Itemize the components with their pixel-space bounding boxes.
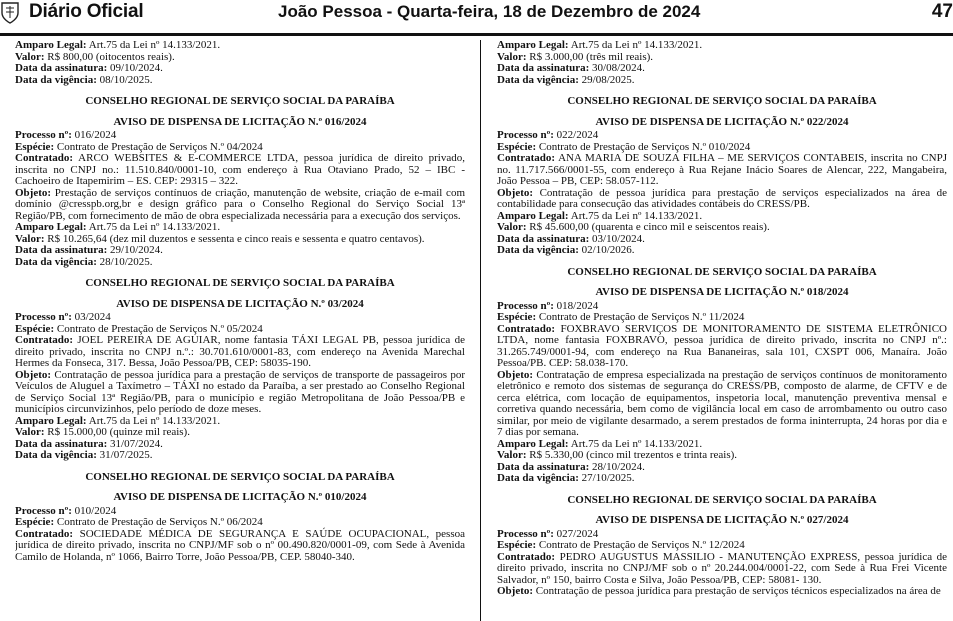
- field-valor: Valor: R$ 15.000,00 (quinze mil reais).: [15, 426, 190, 438]
- field-especie: Espécie: Contrato de Prestação de Serviços N.º 12/2024: [497, 539, 745, 551]
- field-contratado: Contratado: FOXBRAVO SERVIÇOS DE MONITORAMENTO DE SISTEMA ELETRÔNICO LTDA, nome fantasia FOXBRAVO, pessoa jurídica de direito privado, inscrita no CNPJ nº.: 31.265.749/0001-94, com endereço na Rua Bananeiras, sala 101, CXSPT 006, Manaíra. João Pessoa/PB. CEP: 58.038-170.: [497, 322, 947, 369]
- column-divider: [480, 40, 481, 621]
- page-number: 47: [931, 1, 953, 22]
- edition-date: João Pessoa - Quarta-feira, 18 de Dezembro de 2024: [278, 2, 701, 21]
- notice-title: AVISO DE DISPENSA DE LICITAÇÃO N.º 018/2024: [595, 286, 849, 298]
- field-vigencia: Data da vigência: 29/08/2025.: [497, 73, 635, 86]
- left-column: [15, 40, 465, 621]
- field-amparo: Amparo Legal: Art.75 da Lei nº 14.133/2021.: [497, 209, 703, 222]
- field-vigencia: Data da vigência: 27/10/2025.: [497, 472, 635, 484]
- field-vigencia: Data da vigência: 02/10/2026.: [497, 244, 635, 256]
- field-assinatura: Data da assinatura: 28/10/2024.: [497, 460, 645, 473]
- field-especie: Espécie: Contrato de Prestação de Serviços N.º 06/2024: [15, 516, 263, 528]
- field-assinatura: Data da assinatura: 31/07/2024.: [15, 437, 163, 450]
- council-heading: CONSELHO REGIONAL DE SERVIÇO SOCIAL DA PARAÍBA: [85, 277, 395, 289]
- field-contratado: Contratado: SOCIEDADE MÉDICA DE SEGURANÇA E SAÚDE OCUPACIONAL, pessoa jurídica de direito privado, inscrita no CNPJ/MF sob o nº 00.490.820/0001-09, com Sede à Avenida Camilo de Holanda, nº 1066, Bairro Torre, João Pessoa/PB, CEP. 58040-340.: [15, 527, 465, 563]
- field-vigencia: Data da vigência: 28/10/2025.: [15, 255, 153, 268]
- notice-title: AVISO DE DISPENSA DE LICITAÇÃO N.º 016/2024: [113, 115, 367, 128]
- field-objeto: Objeto: Contratação de empresa especializada na prestação de serviços contínuos de monitoramento eletrônico e remoto dos sistemas de segurança do CRESS/PB, composto de alarme, de CFTV e de cerca elétrica, com locação de equipamentos, inspetoria local, manutenção preventiva mensal e corretiva quando necessária, bem como de vigilância local em caso de arrombamento ou outro caso similar, por meio de vigilante desarmado, a serem prestados de forma ininterrupta, 24 horas por dia e 7 dias por semana.: [497, 368, 947, 438]
- field-processo: Processo nº: 03/2024: [15, 311, 111, 323]
- field-assinatura: Data da assinatura: 29/10/2024.: [15, 244, 163, 256]
- field-especie: Espécie: Contrato de Prestação de Serviços N.º 11/2024: [497, 311, 745, 323]
- field-valor: Valor: R$ 5.330,00 (cinco mil trezentos e trinta reais).: [497, 449, 738, 461]
- field-processo: Processo nº: 027/2024: [497, 527, 599, 540]
- council-heading: CONSELHO REGIONAL DE SERVIÇO SOCIAL DA PARAÍBA: [567, 493, 877, 506]
- field-objeto: Objeto: Contratação de pessoa jurídica para prestação de serviços especializados na área de contabilidade para consecução das atividades contábeis do CRESS/PB.: [497, 186, 947, 210]
- council-heading: CONSELHO REGIONAL DE SERVIÇO SOCIAL DA PARAÍBA: [567, 95, 877, 107]
- field-vigencia: Data da vigência: 08/10/2025.: [15, 73, 153, 86]
- field-contratado: Contratado: PEDRO AUGUSTUS MASSILIO - MANUTENÇÃO EXPRESS, pessoa jurídica de direito privado, inscrita no CNPJ/MF sob o nº 20.244.004/0001-22, com Sede à Rua Frei Vicente Salvador, nº 150, bairro Costa e Silva, João Pessoa/PB, CEP: 58081- 130.: [497, 550, 947, 586]
- field-contratado: Contratado: ANA MARIA DE SOUZA FILHA – ME SERVIÇOS CONTABEIS, inscrita no CNPJ no. 11.717.566/0001-55, com endereço à Rua Rejane Inácio Soares de Alencar, 222, Mangabeira, João Pessoa – PB, CEP: 58.057-112.: [497, 152, 947, 187]
- notice-title: AVISO DE DISPENSA DE LICITAÇÃO N.º 027/2024: [595, 514, 849, 526]
- right-column: [497, 40, 947, 621]
- field-valor: Valor: R$ 800,00 (oitocentos reais).: [15, 50, 175, 63]
- field-especie: Espécie: Contrato de Prestação de Serviços N.º 05/2024: [15, 322, 263, 335]
- newspaper-brand: Diário Oficial: [29, 1, 144, 22]
- field-contratado: Contratado: JOEL PEREIRA DE AGUIAR, nome fantasia TÁXI LEGAL PB, pessoa jurídica de direito privado, inscrita no CNPJ n.º.: 30.701.610/0001-83, com endereço na Avenida Marechal Hermes da Fonseca, 317. Bessa, João Pessoa/PB, CEP: 58035-190.: [15, 334, 465, 369]
- field-objeto: Objeto: Contratação de pessoa jurídica para prestação de serviços técnicos especializados na área de: [497, 585, 941, 597]
- field-assinatura: Data da assinatura: 03/10/2024.: [497, 232, 645, 245]
- coat-of-arms-icon: [0, 1, 20, 25]
- field-especie: Espécie: Contrato de Prestação de Serviços N.º 010/2024: [497, 140, 751, 153]
- notice-title: AVISO DE DISPENSA DE LICITAÇÃO N.º 03/2024: [116, 297, 364, 310]
- field-valor: Valor: R$ 3.000,00 (três mil reais).: [497, 50, 654, 63]
- field-processo: Processo nº: 022/2024: [497, 129, 599, 141]
- council-heading: CONSELHO REGIONAL DE SERVIÇO SOCIAL DA PARAÍBA: [85, 95, 395, 107]
- council-heading: CONSELHO REGIONAL DE SERVIÇO SOCIAL DA PARAÍBA: [567, 265, 877, 278]
- council-heading: CONSELHO REGIONAL DE SERVIÇO SOCIAL DA PARAÍBA: [85, 470, 395, 483]
- field-amparo: Amparo Legal: Art.75 da Lei nº 14.133/2021.: [15, 40, 221, 51]
- field-vigencia: Data da vigência: 31/07/2025.: [15, 449, 153, 461]
- field-contratado: Contratado: ARCO WEBSITES & E-COMMERCE LTDA, pessoa jurídica de direito privado, inscrita no CNPJ no.: 11.510.840/0001-10, com endereço à Rua Otaviano Prado, 52 – IBC - Cachoeiro de Itapemirim – ES. CEP: 29315 – 322.: [15, 152, 465, 187]
- field-objeto: Objeto: Contratação de pessoa jurídica para a prestação de serviços de transporte de passageiros por Veículos de Aluguel a Taxímetro – TÁXI no estado da Paraíba, a ser prestado ao Conselho Regional de Serviço Social 13ª Região/PB, para o município e região Metropolitana de João Pessoa/PB e municípios circunvizinhos, pelo período de doze meses.: [15, 368, 465, 415]
- field-amparo: Amparo Legal: Art.75 da Lei nº 14.133/2021.: [15, 414, 221, 427]
- field-processo: Processo nº: 018/2024: [497, 299, 599, 312]
- field-especie: Espécie: Contrato de Prestação de Serviços N.º 04/2024: [15, 140, 263, 153]
- field-valor: Valor: R$ 10.265,64 (dez mil duzentos e sessenta e cinco reais e sessenta e quatro centavos).: [15, 232, 425, 245]
- field-assinatura: Data da assinatura: 30/08/2024.: [497, 62, 645, 74]
- notice-title: AVISO DE DISPENSA DE LICITAÇÃO N.º 010/2024: [113, 491, 367, 503]
- field-processo: Processo nº: 010/2024: [15, 504, 117, 517]
- field-amparo: Amparo Legal: Art.75 da Lei nº 14.133/2021.: [15, 221, 221, 233]
- field-valor: Valor: R$ 45.600,00 (quarenta e cinco mil e seiscentos reais).: [497, 221, 770, 233]
- field-assinatura: Data da assinatura: 09/10/2024.: [15, 62, 163, 74]
- notice-title: AVISO DE DISPENSA DE LICITAÇÃO N.º 022/2024: [595, 115, 849, 128]
- field-processo: Processo nº: 016/2024: [15, 129, 117, 141]
- field-objeto: Objeto: Prestação de serviços contínuos de criação, manutenção de website, criação de e-mail com domínio @cresspb.org,br e design gráfico para o Conselho Regional do Serviço Social 13ª Região/PB, com fornecimento de mão de obra especializada necessária para a execução dos serviços.: [15, 186, 465, 222]
- field-amparo: Amparo Legal: Art.75 da Lei nº 14.133/2021.: [497, 40, 703, 51]
- field-amparo: Amparo Legal: Art.75 da Lei nº 14.133/2021.: [497, 437, 703, 450]
- page-header: [0, 0, 953, 36]
